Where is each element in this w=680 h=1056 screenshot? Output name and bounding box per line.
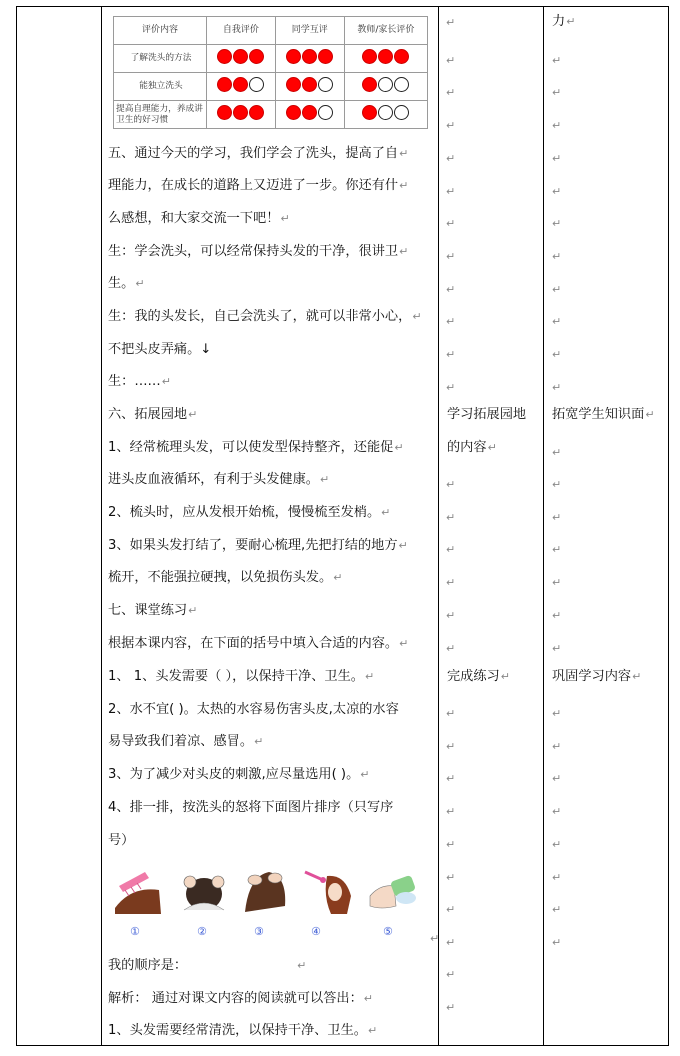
empty-rating-dot <box>394 77 409 92</box>
paragraph-mark: ↵ <box>446 968 456 981</box>
paragraph-mark: ↵ <box>446 511 456 524</box>
empty-rating-dot <box>378 105 393 120</box>
paragraph-mark: ↵ <box>446 576 456 589</box>
paragraph-mark: ↵ <box>552 86 562 99</box>
text-line: 进头皮血液循环，有利于头发健康。↵ <box>108 472 330 487</box>
paragraph-mark: ↵ <box>552 936 562 949</box>
text-line: 2、梳头时，应从发根开始梳，慢慢梳至发梢。↵ <box>108 505 391 520</box>
evaluation-table-header <box>114 17 428 45</box>
paragraph-mark: ↵ <box>446 478 456 491</box>
paragraph-mark: ↵ <box>552 609 562 622</box>
text-line: 1、经常梳理头发，可以使发型保持整齐，还能促↵ <box>108 440 404 455</box>
paragraph-mark: ↵ <box>446 54 456 67</box>
section-heading: 六、拓展园地↵ <box>108 407 198 422</box>
table-col-divider-4 <box>668 6 669 1046</box>
paragraph-mark: ↵ <box>446 642 456 655</box>
paragraph-mark: ↵ <box>446 16 456 29</box>
paragraph-mark: ↵ <box>552 119 562 132</box>
filled-rating-dot <box>362 77 377 92</box>
paragraph-mark: ↵ <box>552 217 562 230</box>
shampoo-hair-picture <box>239 866 291 916</box>
paragraph-mark: ↵ <box>552 478 562 491</box>
towel-dry-picture <box>366 866 424 916</box>
empty-rating-dot <box>318 105 333 120</box>
picture-number-3: ③ <box>254 925 264 938</box>
col3-text: 完成练习↵ <box>447 669 510 684</box>
exercise-line: 3、为了减少对头皮的刺激,应尽量选用( )。↵ <box>108 767 370 782</box>
paragraph-mark: ↵ <box>430 932 440 945</box>
paragraph-mark: ↵ <box>552 772 562 785</box>
paragraph-mark: ↵ <box>552 54 562 67</box>
eval-self-rating <box>207 101 276 129</box>
paragraph-mark: ↵ <box>552 315 562 328</box>
filled-rating-dot <box>233 77 248 92</box>
table-col-divider-2 <box>438 6 439 1046</box>
eval-peer-rating <box>275 45 344 73</box>
eval-teacher-rating <box>344 45 427 73</box>
table-bottom-border <box>16 1045 669 1046</box>
eval-peer-rating <box>275 73 344 101</box>
paragraph-mark: ↵ <box>552 838 562 851</box>
empty-rating-dot <box>378 77 393 92</box>
filled-rating-dot <box>302 77 317 92</box>
paragraph-mark: ↵ <box>552 381 562 394</box>
eval-row-label: 了解洗头的方法 <box>114 45 207 73</box>
filled-rating-dot <box>233 49 248 64</box>
picture-number-5: ⑤ <box>383 925 393 938</box>
filled-rating-dot <box>286 77 301 92</box>
filled-rating-dot <box>302 49 317 64</box>
text-line: 生：学会洗头，可以经常保持头发的干净，很讲卫↵ <box>108 244 409 259</box>
filled-rating-dot <box>318 49 333 64</box>
col4-text: 巩固学习内容↵ <box>552 669 642 684</box>
paragraph-mark: ↵ <box>446 805 456 818</box>
filled-rating-dot <box>217 77 232 92</box>
text-line: 根据本课内容，在下面的括号中填入合适的内容。↵ <box>108 636 409 651</box>
filled-rating-dot <box>249 105 264 120</box>
table-col-divider-1 <box>101 6 102 1046</box>
paragraph-mark: ↵ <box>552 903 562 916</box>
comb-hair-picture <box>111 866 165 916</box>
filled-rating-dot <box>378 49 393 64</box>
text-line: 理能力，在成长的道路上又迈进了一步。你还有什↵ <box>108 178 409 193</box>
text-line: 我的顺序是： ↵ <box>108 958 307 973</box>
eval-header-peer: 同学互评 <box>275 17 344 45</box>
paragraph-mark: ↵ <box>552 707 562 720</box>
evaluation-table <box>113 16 428 129</box>
eval-peer-rating <box>275 101 344 129</box>
paragraph-mark: ↵ <box>552 576 562 589</box>
exercise-line: 易导致我们着凉、感冒。↵ <box>108 734 264 749</box>
paragraph-mark: ↵ <box>446 217 456 230</box>
filled-rating-dot <box>362 49 377 64</box>
paragraph-mark: ↵ <box>552 642 562 655</box>
empty-rating-dot <box>318 77 333 92</box>
table-top-border <box>16 6 669 7</box>
filled-rating-dot <box>249 49 264 64</box>
col3-text: 的内容↵ <box>447 440 497 455</box>
filled-rating-dot <box>362 105 377 120</box>
eval-row-label: 能独立洗头 <box>114 73 207 101</box>
eval-self-rating <box>207 73 276 101</box>
paragraph-mark: ↵ <box>552 152 562 165</box>
eval-teacher-rating <box>344 73 427 101</box>
text-line: 五、通过今天的学习，我们学会了洗头，提高了自↵ <box>108 146 409 161</box>
col3-text: 学习拓展园地 <box>447 407 527 422</box>
paragraph-mark: ↵ <box>446 1001 456 1014</box>
table-col-divider-3 <box>543 6 544 1046</box>
exercise-line: 号） <box>108 833 135 848</box>
filled-rating-dot <box>286 49 301 64</box>
text-line: 么感想，和大家交流一下吧！↵ <box>108 211 290 226</box>
paragraph-mark: ↵ <box>552 283 562 296</box>
paragraph-mark: ↵ <box>446 348 456 361</box>
rinse-hair-picture <box>301 866 357 916</box>
paragraph-mark: ↵ <box>552 446 562 459</box>
table-col-divider-0 <box>16 6 17 1046</box>
paragraph-mark: ↵ <box>446 871 456 884</box>
filled-rating-dot <box>233 105 248 120</box>
text-line: 梳开，不能强拉硬拽，以免损伤头发。↵ <box>108 570 343 585</box>
paragraph-mark: ↵ <box>446 86 456 99</box>
paragraph-mark: ↵ <box>446 185 456 198</box>
picture-number-1: ① <box>130 925 140 938</box>
paragraph-mark: ↵ <box>552 185 562 198</box>
paragraph-mark: ↵ <box>552 250 562 263</box>
eval-self-rating <box>207 45 276 73</box>
paragraph-mark: ↵ <box>552 511 562 524</box>
filled-rating-dot <box>217 105 232 120</box>
text-line: 解析： 通过对课文内容的阅读就可以答出：↵ <box>108 991 373 1006</box>
paragraph-mark: ↵ <box>446 609 456 622</box>
paragraph-mark: ↵ <box>446 315 456 328</box>
col4-text: 拓宽学生知识面↵ <box>552 407 655 422</box>
eval-header-self: 自我评价 <box>207 17 276 45</box>
picture-number-4: ④ <box>311 925 321 938</box>
evaluation-row <box>114 45 428 73</box>
text-line: 生：……↵ <box>108 374 171 389</box>
filled-rating-dot <box>302 105 317 120</box>
evaluation-row <box>114 101 428 129</box>
paragraph-mark: ↵ <box>446 903 456 916</box>
filled-rating-dot <box>217 49 232 64</box>
paragraph-mark: ↵ <box>446 707 456 720</box>
paragraph-mark: ↵ <box>446 381 456 394</box>
evaluation-row <box>114 73 428 101</box>
filled-rating-dot <box>286 105 301 120</box>
paragraph-mark: ↵ <box>446 838 456 851</box>
paragraph-mark: ↵ <box>446 250 456 263</box>
paragraph-mark: ↵ <box>446 772 456 785</box>
eval-header-content: 评价内容 <box>114 17 207 45</box>
exercise-line: 1、 1、头发需要（ ），以保持干净、卫生。↵ <box>108 669 375 684</box>
paragraph-mark: ↵ <box>446 543 456 556</box>
eval-teacher-rating <box>344 101 427 129</box>
eval-row-label: 提高自理能力，养成讲卫生的好习惯 <box>114 101 207 129</box>
section-heading: 七、课堂练习↵ <box>108 603 198 618</box>
text-line: 3、如果头发打结了，要耐心梳理,先把打结的地方↵ <box>108 538 408 553</box>
empty-rating-dot <box>249 77 264 92</box>
paragraph-mark: ↵ <box>552 871 562 884</box>
empty-rating-dot <box>394 105 409 120</box>
paragraph-mark: ↵ <box>552 805 562 818</box>
text-line: 不把头皮弄痛。↓ <box>108 342 212 357</box>
paragraph-mark: ↵ <box>446 283 456 296</box>
paragraph-mark: ↵ <box>446 152 456 165</box>
col4-text: 力↵ <box>552 14 576 29</box>
exercise-line: 2、水不宜( )。太热的水容易伤害头皮,太凉的水容 <box>108 702 399 717</box>
paragraph-mark: ↵ <box>446 936 456 949</box>
exercise-line: 4、排一排，按洗头的怒将下面图片排序（只写序 <box>108 800 394 815</box>
text-line: 1、头发需要经常清洗，以保持干净、卫生。↵ <box>108 1023 378 1038</box>
text-line: 生：我的头发长，自己会洗头了，就可以非常小心，↵ <box>108 309 422 324</box>
filled-rating-dot <box>394 49 409 64</box>
paragraph-mark: ↵ <box>552 348 562 361</box>
wet-hair-picture <box>176 866 232 916</box>
paragraph-mark: ↵ <box>552 543 562 556</box>
paragraph-mark: ↵ <box>552 740 562 753</box>
paragraph-mark: ↵ <box>446 740 456 753</box>
text-line: 生。↵ <box>108 276 145 291</box>
paragraph-mark: ↵ <box>446 119 456 132</box>
picture-number-2: ② <box>197 925 207 938</box>
eval-header-teacher: 教师/家长评价 <box>344 17 427 45</box>
